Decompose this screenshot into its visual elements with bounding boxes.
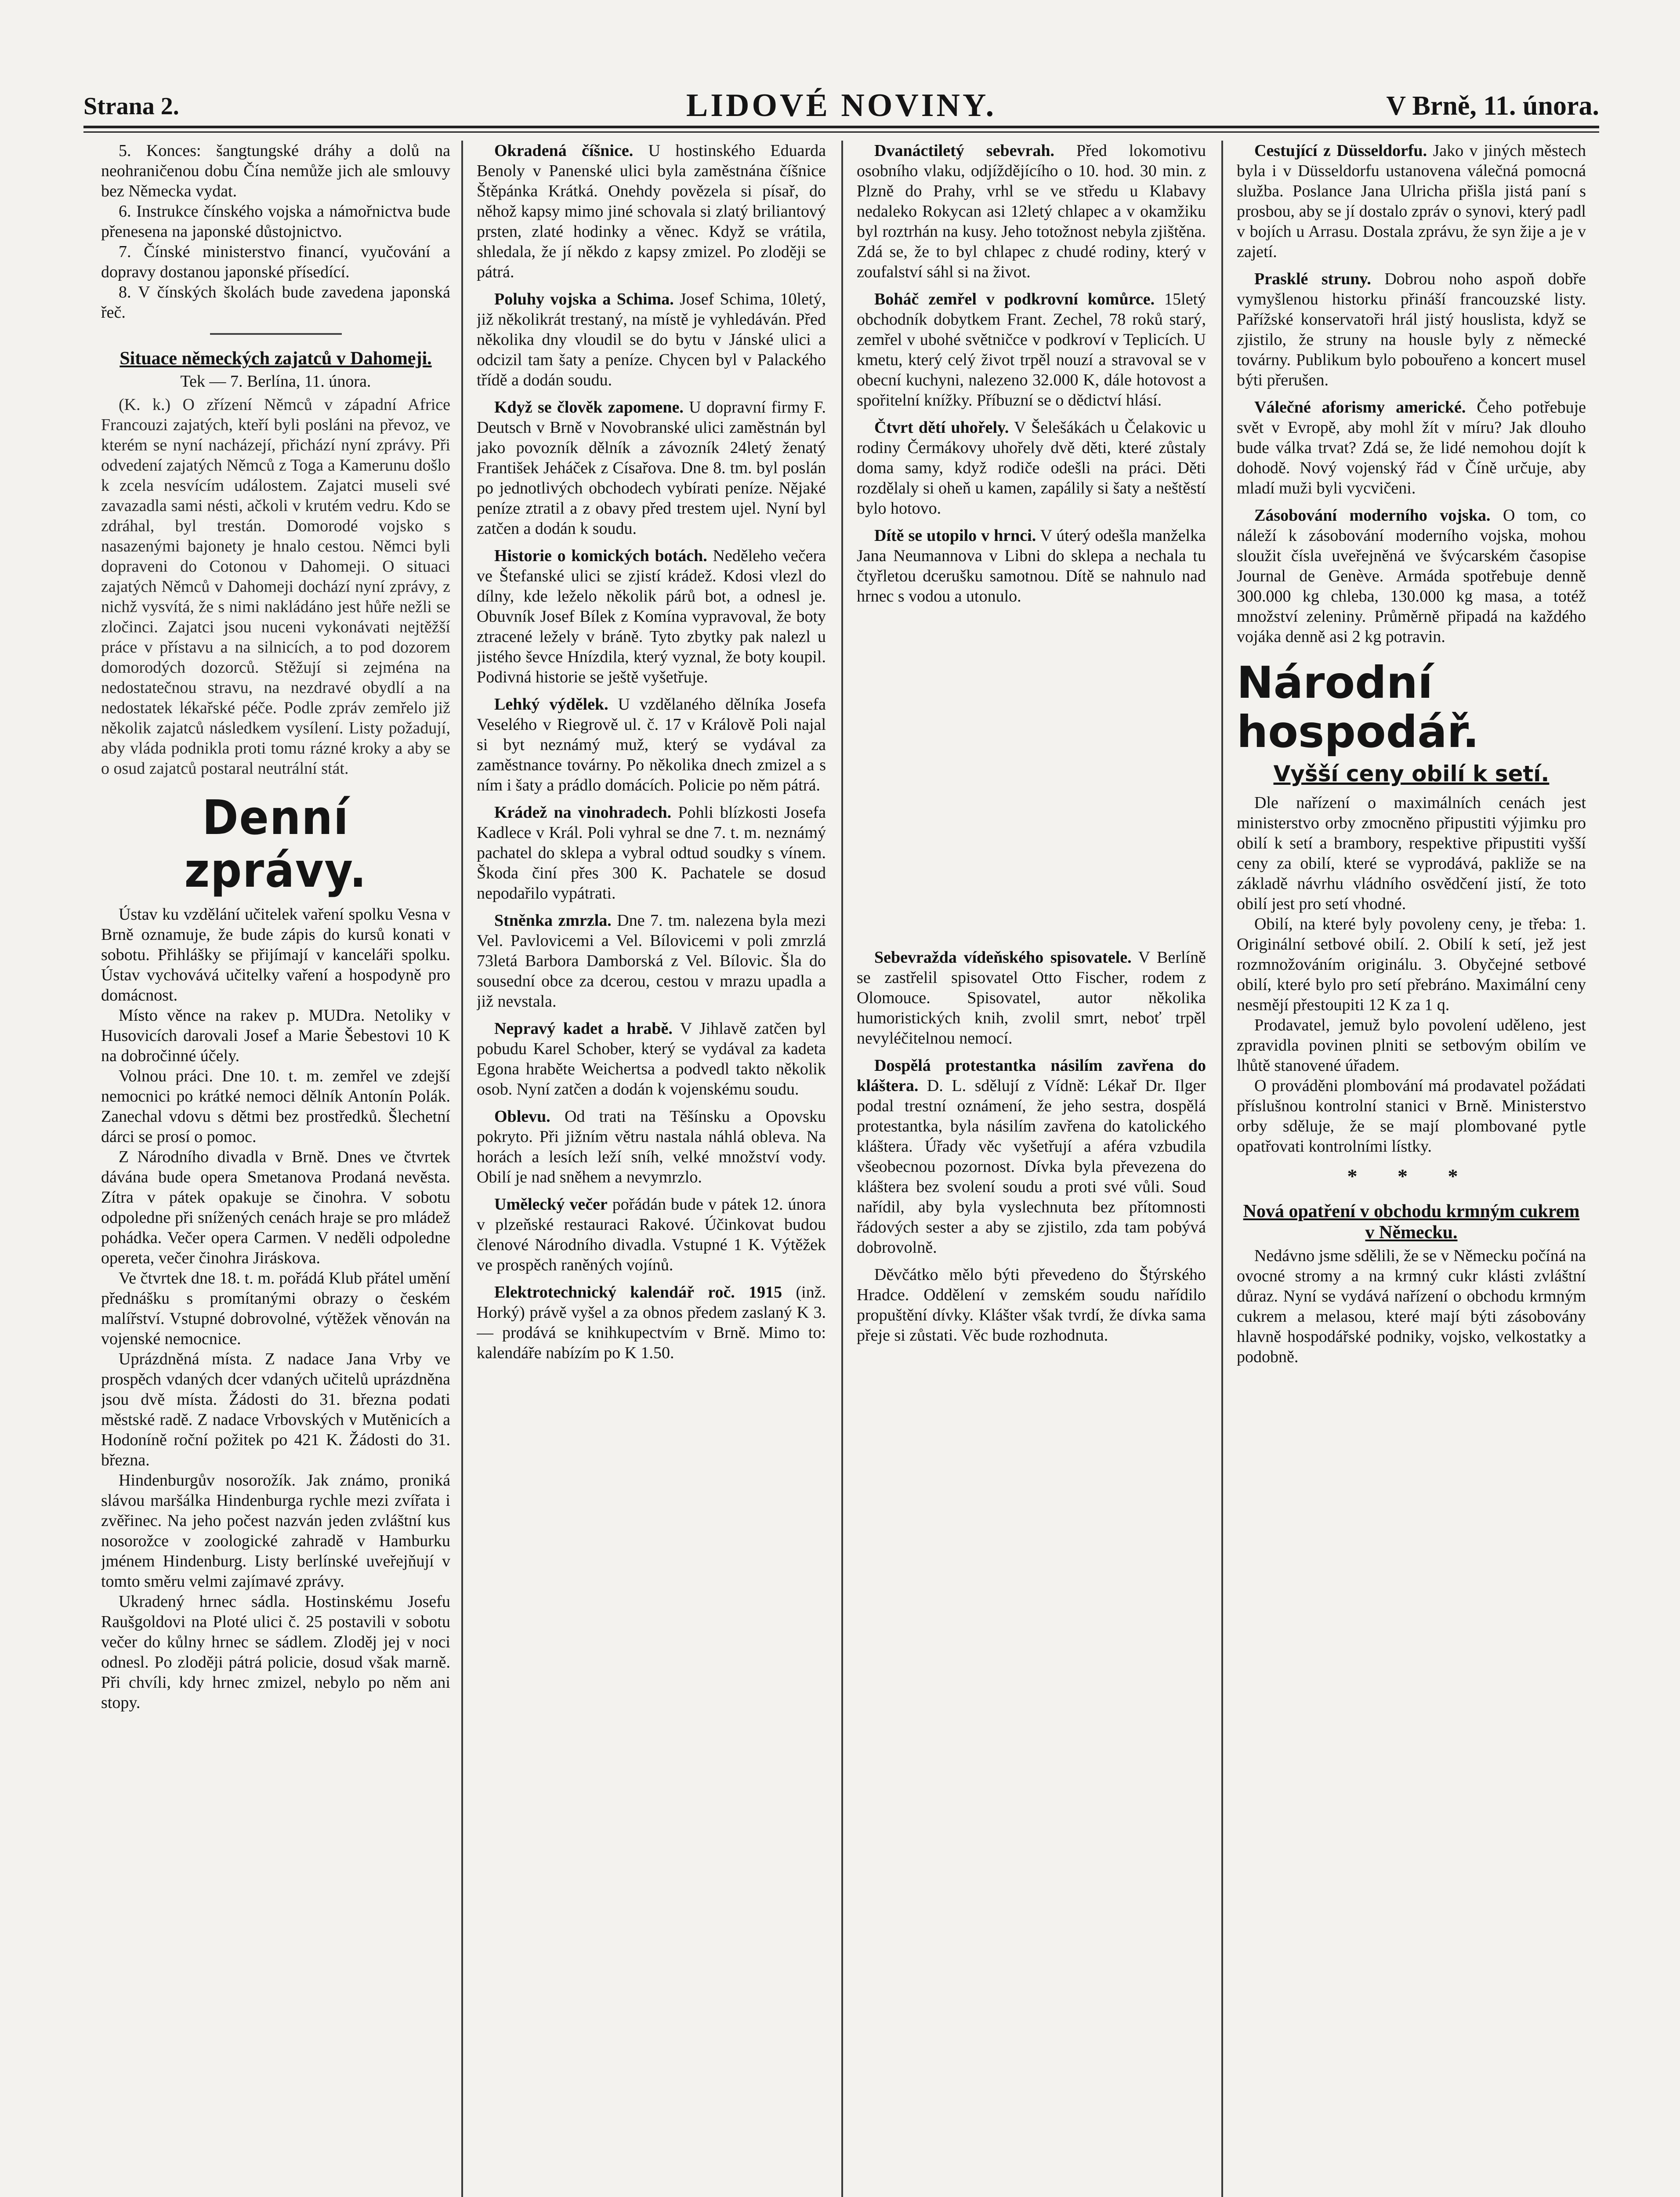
paragraph: Volnou práci. Dne 10. t. m. zemřel ve zdejší nemocnici po krátké nemoci dělník Antonín Polák. Zanechal vdovu s dětmi bez prostředků. Šlechetní dárci se prosí o pomoc.: [101, 1067, 450, 1146]
paragraph: 8. V čínských školách bude zavedena japonská řeč.: [101, 283, 450, 322]
blank-space: [857, 613, 1206, 947]
dateline: Tek — 7. Berlína, 11. února.: [180, 372, 371, 391]
article-headline: Nová opatření v obchodu krmným cukrem v Německu.: [1243, 1201, 1580, 1243]
item-text: Čeho potřebuje svět v Evropě, aby mohl žít v míru? Jak dlouho bude válka trvat? Zdá se, že lidé nemohou dojít k dohodě. Nový vojenský řád v Číně určuje, aby mladí muži byli vycvičeni.: [1237, 398, 1586, 497]
paragraph: Ve čtvrtek dne 18. t. m. pořádá Klub přátel umění přednášku s promítanými obrazy o českém malířství. Vstupné dobrovolné, výtěžek věnován na vojenské nemocnice.: [101, 1269, 450, 1348]
economy-news: [1237, 793, 1586, 1157]
item-text: U vzdělaného dělníka Josefa Veselého v Riegrově ul. č. 17 v Králově Poli najal si byt neznámý muž, který se vydával za zaměstnance továrny. Po několika dnech zmizel a s ním i šaty a prádlo domácích. Policie po něm pátrá.: [477, 695, 826, 794]
item-title: Historie o komických botách.: [494, 547, 707, 565]
paragraph: Dle nařízení o maximálních cenách jest ministerstvo orby zmocněno připustiti výjimku pro obilí k setí a brambory, respektive připustiti vyšší ceny za obilí, které se vyprodává, pakliže se na základě návrhu vládního osvědčení jistí, že toto obilí jest pro setí vhodné.: [1237, 794, 1586, 913]
item-title: Nepravý kadet a hrabě.: [494, 1019, 673, 1038]
item-text: pořádán bude v pátek 12. února v plzeňské restauraci Rakové. Účinkovat budou členové Národního divadla. Vstupné 1 K. Výtěžek ve prospěch raněných vojínů.: [477, 1195, 826, 1274]
item-text: Pohli blízkosti Josefa Kadlece v Král. Poli vyhral se dne 7. t. m. neznámý pachatel do sklepa a vybral odtud soudky s vínem. Škoda činí přes 300 K. Pachatele se dosud nepodařilo vypátrati.: [477, 803, 826, 903]
item-title: Čtvrt dětí uhořely.: [874, 418, 1009, 437]
item-title: Sebevražda vídeňského spisovatele.: [874, 948, 1132, 967]
item-text: D. L. sdělují z Vídně: Lékař Dr. Ilger podal trestní oznámení, že jeho sestra, dospělá protestantka, byla násilím zavřena do katolického kláštera. Úřady věc vyšetřují a aféra vzbudila všeobecnou pozornost. Dívka byla převezena do kláštera bez svolení soudu a proti své vůli. Soud nařídil, aby byla vyslechnuta bez přítomnosti řádových sester a aby se zjistilo, zda tam pobývá dobrovolně.: [857, 1077, 1206, 1257]
paragraph: Obilí, na které byly povoleny ceny, je třeba: 1. Originální setbové obilí. 2. Obilí k setí, jež jest rozmnožováním originálu. 3. Obyčejné setbové obilí, které bylo pro setí přebráno. Maximální ceny nesmějí přestoupiti 12 K za 1 q.: [1237, 915, 1586, 1014]
section-subheading: Vyšší ceny obilí k setí.: [1273, 761, 1550, 787]
news-item: [857, 947, 1206, 1048]
item-title: Stněnka zmrzla.: [494, 911, 612, 930]
paragraph: [477, 1019, 826, 1099]
item-text: Josef Schima, 10letý, již několikrát trestaný, na místě je vyhledáván. Před několika dny vloudil se do bytu v Jánské ulici a odcizil tam šaty a peníze. Chycen byl v Palackého třídě a dodán soudu.: [477, 290, 826, 389]
paragraph: [857, 1265, 1206, 1345]
news-item: [477, 910, 826, 1011]
masthead: [83, 83, 1599, 128]
article-headline: Situace německých zajatců v Dahomeji.: [119, 348, 432, 369]
news-item: [477, 802, 826, 903]
news-item: [477, 694, 826, 795]
item-title: Umělecký večer: [494, 1195, 608, 1214]
paragraph: [1237, 269, 1586, 390]
article-intro: [101, 141, 450, 323]
item-text: Jako v jiných městech byla i v Düsseldorfu ustanovena válečná pomocná služba. Poslance Jana Ulricha přišla jistá paní s prosbou, aby se jí dostalo zpráv o synovi, který padl v bojích u Arrasu. Dostala zprávu, že syn žije a je v zajetí.: [1237, 141, 1586, 261]
paragraph: 7. Čínské ministerstvo financí, vyučování a dopravy dostanou japonské přísedící.: [101, 243, 450, 281]
news-item: [477, 1282, 826, 1363]
paragraph: [857, 1055, 1206, 1258]
page-number: Strana 2.: [83, 93, 179, 120]
paragraph: Nedávno jsme sdělili, že se v Německu počíná na ovocné stromy a na krmný cukr klásti zvláštní důraz. Nyní se vydává nařízení o obchodu krmným cukrem a melasou, které mají býti zásobovány hlavně hospodářské podniky, vojsko, velkostatky a podobně.: [1237, 1247, 1586, 1366]
paragraph: Prodavatel, jemuž bylo povolení uděleno, jest zpravidla povinen plniti se setbovým obilím ve lhůtě stanovené úřadem.: [1237, 1016, 1586, 1075]
paragraph: [1237, 505, 1586, 647]
news-item: [857, 289, 1206, 410]
item-text: (inž. Horký) právě vyšel a za obnos předem zaslaný K 3.— prodává se knihkupectvím v Brně. Mimo to: kalendáře nabízím po K 1.50.: [477, 1283, 826, 1362]
paragraph: Místo věnce na rakev p. MUDra. Netoliky v Husovicích darovali Josef a Marie Šebestovi 10 K na dobročinné účely.: [101, 1006, 450, 1065]
news-item: [857, 1055, 1206, 1258]
item-title: Poluhy vojska a Schima.: [494, 290, 674, 308]
news-item: [477, 289, 826, 390]
news-item: [857, 417, 1206, 518]
item-text: U dopravní firmy F. Deutsch v Brně v Novobranské ulici zaměstnán byl jako povozník dělník a závozník 24letý ženatý František Jeháček z Císařova. Dne 8. tm. byl poslán po jednotlivých obchodech vybírati peníze. Nějaké peníze ztratil a z obavy před trestem ujel. Nyní byl zatčen a dodán k soudu.: [477, 398, 826, 538]
item-title: Oblevu.: [494, 1107, 550, 1126]
item-title: Prasklé struny.: [1254, 270, 1371, 288]
item-title: Boháč zemřel v podkrovní komůrce.: [874, 290, 1155, 308]
item-title: Když se člověk zapomene.: [494, 398, 684, 417]
news-item: [1237, 505, 1586, 647]
item-title: Okradená číšnice.: [494, 141, 634, 160]
masthead-rule: [83, 131, 1599, 133]
paragraph: [477, 694, 826, 795]
item-text: Neděleho večera ve Štefanské ulici se zjistí krádež. Kdosi vlezl do dílny, kde leželo několik párů bot, a odnesl je. Obuvník Josef Bílek z Komína vypravoval, že boty ztracené ležely v bráně. Tyto zbytky pak nalezl u jistého ševce Hnízdila, který vyznal, že boty koupil. Podivná historie se ještě vyšetřuje.: [477, 547, 826, 686]
item-title: Krádež na vinohradech.: [494, 803, 672, 822]
item-text: Před lokomotivu osobního vlaku, odjíždějícího o 10. hod. 30 min. z Plzně do Prahy, vrhl se ve středu u Klabavy nedaleko Rokycan asi 12letý chlapec a v okamžiku byl roztrhán na kusy. Jeho totožnost nebyla zjištěna. Zdá se, že to byl chlapec z chudé rodiny, který v zoufalství sáhl si na život.: [857, 141, 1206, 281]
news-item: [477, 1194, 826, 1275]
paragraph: [477, 397, 826, 539]
column-divider: [841, 141, 843, 2197]
issue-date: V Brně, 11. února.: [1386, 91, 1599, 121]
paragraph: [477, 1194, 826, 1275]
paragraph: [857, 141, 1206, 282]
article-body: [1237, 1246, 1586, 1367]
paragraph: (K. k.) O zřízení Němců v západní Africe Francouzi zajatých, kteří byli posláni na převoz, ve kterém se nyní nacházejí, přichází nyní zprávy. Při odvedení zajatých Němců z Toga a Kamerunu došlo k zcela nesvícím událostem. Zajatci museli své zavazadla sami nésti, ačkoli v krutém vedru. Kdo se zdráhal, byl trestán. Domorodé vojsko s nasazenými bajonety je hnalo cestou. Němci byli dopraveni do Cotonou v Dahomeji. O situaci zajatých Němců v Dahomeji dochází nyní zprávy, z nichž vysvítá, že s nimi nakládáno jest hůře nežli se zločinci. Zajatci jsou nuceni vykonávati nejtěžší práce v přístavu a na silnicích, a to pod dozorem domorodých dozorců. Stěžují si zejména na nedostatečnou stravu, na nezdravé obydlí a na nedostatek lékařské péče. Podle zpráv zemřelo již několik zajatců následkem vysílení. Listy požadují, aby vláda podnikla proti tomu rázné kroky a aby se o osud zajatců postaral neutrální stát.: [101, 395, 450, 778]
section-heading: Denní zprávy.: [184, 790, 367, 898]
item-title: Dospělá protestantka násilím zavřena do kláštera.: [857, 1056, 1206, 1095]
paragraph: [857, 947, 1206, 1048]
column-divider: [1221, 141, 1223, 2197]
paragraph: Hindenburgův nosorožík. Jak známo, proniká slávou maršálka Hindenburga rychle mezi zvířata i zvěřinec. Na jeho počest nazván jeden zvláštní kus nosorožce v zoologické zahradě v Hamburku jménem Hindenburg. Listy berlínské uveřejňují v tomto směru velmi zajímavé zprávy.: [101, 1471, 450, 1591]
news-item: [477, 141, 826, 282]
column-4: [1237, 141, 1586, 2197]
item-text: Dobrou noho aspoň dobře vymyšlenou historku přináší francouzské listy. Pařížské konservatoři hrál jistý houslista, když se zjistilo, že struny na housle byly z německé továrny. Publikum bylo pobouřeno a koncert musel býti přerušen.: [1237, 270, 1586, 389]
paragraph: [857, 417, 1206, 518]
news-item: [477, 546, 826, 687]
section-heading: Národní hospodář.: [1237, 657, 1479, 758]
article-body: [101, 395, 450, 779]
paragraph: 6. Instrukce čínského vojska a námořnictva bude přenesena na japonské důstojnictvo.: [101, 202, 450, 241]
item-text: Od trati na Těšínsku a Opovsku pokryto. Při jižním větru nastala náhlá obleva. Na horách a lesích leží sníh, velké množství vody. Obilí je nad sněhem a nevymrzlo.: [477, 1107, 826, 1186]
item-text: U hostinského Eduarda Benoly v Panenské ulici byla zaměstnána číšnice Štěpánka Krátká. Onehdy povězela si písař, do něhož kapsy mimo jiné schovala si zlatý briliantový prsten, zlaté hodinky a věnec. Když se vrátila, shledala, že jí někdo z kapsy zmizel. Po zloději se pátrá.: [477, 141, 826, 281]
paragraph: [1237, 141, 1586, 262]
paragraph: [477, 289, 826, 390]
paragraph: [477, 910, 826, 1011]
item-title: Cestující z Düsseldorfu.: [1254, 141, 1427, 160]
item-title: Elektrotechnický kalendář roč. 1915: [494, 1283, 782, 1302]
item-title: Válečné aforismy americké.: [1254, 398, 1466, 417]
paragraph: Uprázdněná místa. Z nadace Jana Vrby ve prospěch vdaných dcer vdaných učitelů uprázdněna jsou dvě místa. Žádosti do 31. března podati městské radě. Z nadace Vrbovských v Mutěnicích a Hodoníně roční požitek po 421 K. Žádosti do 31. března.: [101, 1350, 450, 1469]
item-text: V Šelešákách u Čelakovic u rodiny Čermákovy uhořely dvě děti, které zůstaly doma samy, když rodiče odešli na práci. Děti rozdělaly si oheň u kamen, zapálily si šaty a neštěstí bylo hotovo.: [857, 418, 1206, 518]
news-item: [1237, 141, 1586, 262]
paragraph: 5. Konces: šangtungské dráhy a dolů na neohraničenou dobu Čína nemůže jich ale smlouvy bez Německa vydat.: [101, 141, 450, 200]
news-item: [477, 1019, 826, 1099]
item-text: V úterý odešla manželka Jana Neumannova v Libni do sklepa a nechala tu čtyřletou dcerušku samotnou. Dítě se nahnulo nad hrnec s vodou a utonulo.: [857, 526, 1206, 605]
section-separator: * * *: [1347, 1165, 1476, 1187]
news-item: [477, 397, 826, 539]
column-3: [857, 141, 1206, 2197]
newspaper-title: LIDOVÉ NOVINY.: [686, 87, 997, 123]
column-2: [477, 141, 826, 2197]
paragraph: [857, 289, 1206, 410]
item-text: V Berlíně se zastřelil spisovatel Otto Fischer, rodem z Olomouce. Spisovatel, autor několika humoristických knih, zvolil smrt, neboť trpěl nevyléčitelnou nemocí.: [857, 948, 1206, 1048]
news-item: [477, 1106, 826, 1187]
news-item: [857, 141, 1206, 282]
separator: [210, 333, 342, 335]
item-text: 15letý obchodník dobytkem Frant. Zechel, 78 roků starý, zemřel v ubohé světničce v podkroví v Teplicích. U kmetu, který celý život trpěl nouzí a stravoval se v obecní kuchyni, nalezeno 32.000 K, dále hotovost a spořitelní knížky. Příbuzní se o dědictví hlásí.: [857, 290, 1206, 410]
item-title: Dítě se utopilo v hrnci.: [874, 526, 1036, 545]
news-item: [1237, 397, 1586, 498]
item-title: Dvanáctiletý sebevrah.: [874, 141, 1054, 160]
paragraph: [477, 141, 826, 282]
paragraph: O prováděni plombování má prodavatel požádati příslušnou kontrolní stanici v Brně. Ministerstvo orby sděluje, že se mají plombované pytle opatřovati kontrolními lístky.: [1237, 1077, 1586, 1156]
item-text: O tom, co náleží k zásobování moderního vojska, mohou sloužit čísla uveřejněná ve švýcarském časopise Journal de Genève. Armáda spotřebuje denně 300.000 kg chleba, 130.000 kg masa, a totéž množství zeleniny. Průměrně připadá na každého vojáka denně asi 2 kg potravin.: [1237, 506, 1586, 646]
news-item: [857, 526, 1206, 606]
news-item: [857, 1265, 1206, 1345]
paragraph: [477, 1282, 826, 1363]
paragraph: [477, 546, 826, 687]
paragraph: [1237, 397, 1586, 498]
paragraph: [477, 802, 826, 903]
item-text: Děvčátko mělo býti převedeno do Štýrského Hradce. Oddělení v zemském soudu nařídilo propuštění dívky. Klášter však tvrdí, že dívka sama přeje si zůstati. Věc bude rozhodnuta.: [857, 1265, 1206, 1345]
news-item: [1237, 269, 1586, 390]
column-1: [101, 141, 450, 2197]
item-title: Zásobování moderního vojska.: [1254, 506, 1491, 525]
paragraph: Ústav ku vzdělání učitelek vaření spolku Vesna v Brně oznamuje, že bude zápis do kursů konati v sobotu. Přihlášky se přijímají v kanceláři spolku. Ústav vychovává učitelky vaření a hospodyně pro domácnost.: [101, 905, 450, 1004]
item-text: Dne 7. tm. nalezena byla mezi Vel. Pavlovicemi a Vel. Bílovicemi v poli zmrzlá 73letá Barbora Damborská z Vel. Bílovic. Šla do sousední obce za dcerou, cestou v mrazu upadla a již nevstala.: [477, 911, 826, 1011]
paragraph: Z Národního divadla v Brně. Dnes ve čtvrtek dávána bude opera Smetanova Prodaná nevěsta. Zítra v pátek opakuje se činohra. V sobotu odpoledne při snížených cenách hraje se pro mládež pohádka. Večer opera Carmen. V neděli odpoledne opereta, večer činohra Jiráskova.: [101, 1148, 450, 1267]
paragraph: [477, 1106, 826, 1187]
item-text: V Jihlavě zatčen byl pobudu Karel Schober, který se vydával za kadeta Egona hraběte Weichertsa a podvedl takto několik osob. Nyní zatčen a dodán k vojenskému soudu.: [477, 1019, 826, 1098]
column-divider: [461, 141, 463, 2197]
daily-news: [101, 904, 450, 1713]
paragraph: [857, 526, 1206, 606]
paragraph: Ukradený hrnec sádla. Hostinskému Josefu Raušgoldovi na Ploté ulici č. 25 postavili v sobotu večer do kůlny hrnec se sádlem. Zloděj jej v noci odnesl. Po zloději pátrá policie, dosud však marně. Při chvíli, kdy hrnec zmizel, nebylo po něm ani stopy.: [101, 1592, 450, 1712]
item-title: Lehký výdělek.: [494, 695, 608, 714]
